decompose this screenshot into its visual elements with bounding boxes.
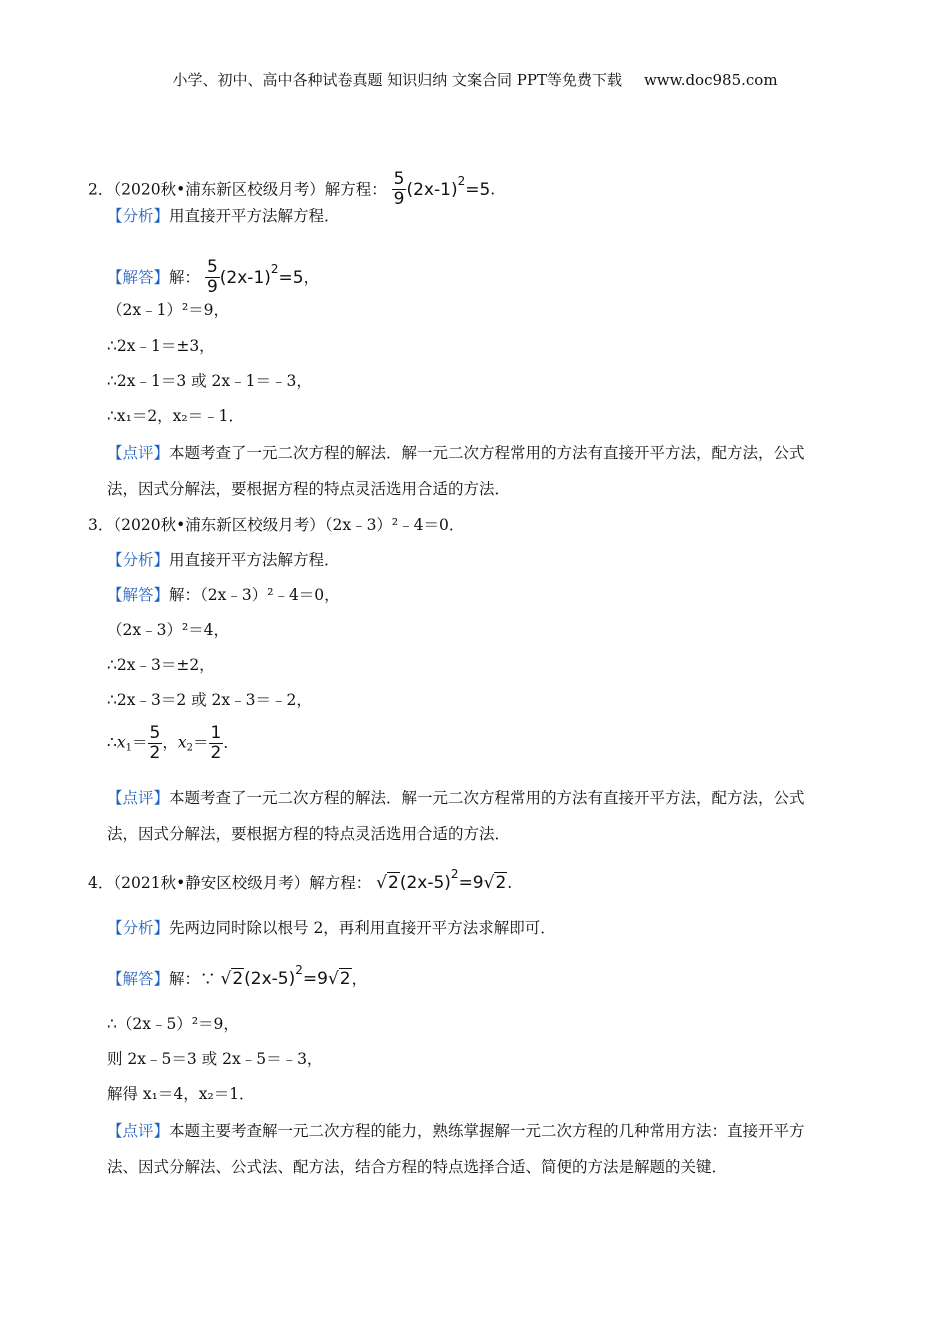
problem-4-analysis: 【分析】先两边同时除以根号 2，再利用直接开平方法求解即可．: [107, 919, 556, 937]
problem-source: （2021秋•静安区校级月考）解方程：: [113, 874, 372, 892]
step: 则 2x﹣5＝3 或 2x﹣5＝﹣3，: [107, 1050, 323, 1068]
problem-source: （2020秋•浦东新区校级月考）解方程：: [113, 180, 387, 199]
step: ∴2x﹣1＝±3，: [107, 337, 215, 355]
problem-2-title: 2．（2020秋•浦东新区校级月考）解方程： $\frac{5}{9}$ $(2x-1)^2=5$.: [88, 169, 496, 209]
comment-line-2: 法、因式分解法、公式法、配方法，结合方程的特点选择合适、简便的方法是解题的关键．: [107, 1158, 728, 1176]
step: ∴2x﹣3＝2 或 2x﹣3＝﹣2，: [107, 691, 312, 709]
step: （2x﹣3）²＝4，: [107, 621, 230, 639]
fraction-x2: $\frac{1}{2}$: [210, 723, 222, 763]
problem-3-comment: 【点评】本题考查了一元二次方程的解法．解一元二次方程常用的方法有直接开平方法，配方法，公式: [107, 789, 805, 807]
header-text: 小学、初中、高中各种试卷真题 知识归纳 文案合同 PPT等免费下载: [172, 71, 622, 89]
comment-label: 【点评】: [107, 444, 170, 462]
answer-label: 【解答】: [107, 970, 170, 988]
header-url[interactable]: www.doc985.com: [643, 71, 778, 89]
problem-4-title: 4．（2021秋•静安区校级月考）解方程： $√2(2x-5)^2=9√2$.: [88, 867, 513, 893]
answer-label: 【解答】: [107, 268, 170, 287]
sqrt: √2: [376, 873, 399, 893]
problem-3-final: $\therefore x_1=$ $\frac{5}{2}$ ，$x_2=$ $\frac{1}{2}$ ．: [107, 723, 239, 763]
problem-4-answer: 【解答】解：∵ $√2(2x-5)^2=9√2$，: [107, 963, 368, 989]
step: ∴（2x﹣5）²＝9，: [107, 1015, 239, 1033]
analysis-label: 【分析】: [107, 919, 170, 937]
problem-number: 4．: [88, 874, 114, 892]
sqrt: √2: [327, 969, 351, 989]
page-header: [0, 69, 950, 90]
comment-line-2: 法，因式分解法，要根据方程的特点灵活选用合适的方法．: [107, 480, 511, 498]
step: ∴2x﹣1＝3 或 2x﹣1＝﹣3，: [107, 372, 312, 390]
problem-3-analysis: 【分析】用直接开平方法解方程．: [107, 551, 340, 569]
problem-4-comment: 【点评】本题主要考查解一元二次方程的能力，熟练掌握解一元二次方程的几种常用方法：直接开平方: [107, 1122, 805, 1140]
problem-2-comment: 【点评】本题考查了一元二次方程的解法．解一元二次方程常用的方法有直接开平方法，配方法，公式: [107, 444, 805, 462]
equation: $\frac{5}{9}$ $(2x-1)^2=5$: [206, 257, 304, 297]
step: ∴2x﹣3＝±2，: [107, 656, 215, 674]
step: ∴x₁＝2，x₂＝﹣1．: [107, 407, 244, 425]
problem-number: 3．: [88, 516, 114, 534]
problem-2-answer: 【解答】解： $\frac{5}{9}$ $(2x-1)^2=5$，: [107, 257, 320, 297]
analysis-label: 【分析】: [107, 551, 170, 569]
answer-label: 【解答】: [107, 586, 170, 604]
problem-source: （2020秋•浦东新区校级月考）（2x﹣3）²﹣4＝0．: [113, 516, 465, 534]
comment-line-2: 法，因式分解法，要根据方程的特点灵活选用合适的方法．: [107, 825, 511, 843]
equation: $√2(2x-5)^2=9√2$: [220, 963, 351, 989]
sqrt: √2: [220, 969, 244, 989]
comment-label: 【点评】: [107, 1122, 170, 1140]
equation: $√2(2x-5)^2=9√2$: [376, 867, 507, 893]
problem-number: 2．: [88, 180, 114, 199]
sqrt: √2: [483, 873, 507, 893]
step: （2x﹣1）²＝9，: [107, 301, 230, 319]
fraction: $\frac{5}{9}$: [206, 257, 218, 297]
problem-3-answer: 【解答】解：（2x﹣3）²﹣4＝0，: [107, 586, 340, 604]
problem-3-title: [88, 515, 464, 535]
fraction-x1: $\frac{5}{2}$: [149, 723, 161, 763]
fraction: $\frac{5}{9}$: [393, 169, 405, 209]
analysis-label: 【分析】: [107, 207, 170, 225]
equation: $\frac{5}{9}$ $(2x-1)^2=5$: [393, 169, 491, 209]
step: 解得 x₁＝4，x₂＝1．: [107, 1085, 255, 1103]
problem-2-analysis: 【分析】用直接开平方法解方程．: [107, 207, 340, 225]
comment-label: 【点评】: [107, 789, 170, 807]
